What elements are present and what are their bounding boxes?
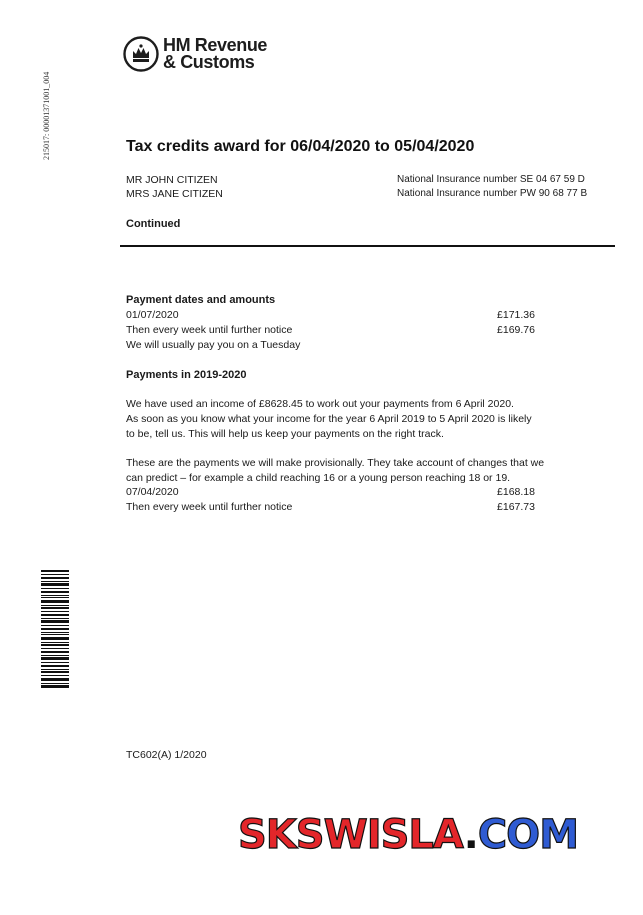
provisional-row-1-amount: £168.18 [497,486,535,498]
payments-para-2-line-2: can predict – for example a child reaching 16 or a young person reaching 18 or 19. [126,472,511,484]
watermark-part-1: SKSWISLA [238,812,464,858]
payments-para-2-line-1: These are the payments we will make provisionally. They take account of changes that we [126,457,545,469]
page-title: Tax credits award for 06/04/2020 to 05/04/2020 [126,138,475,155]
provisional-row-1-label: 07/04/2020 [126,486,179,498]
logo-line-2: & Customs [163,52,255,72]
payment-note: We will usually pay you on a Tuesday [126,339,301,351]
watermark-part-2: COM [477,812,578,858]
hmrc-logo-text [163,37,267,71]
watermark-dot: . [463,812,478,858]
ni-number-2: National Insurance number PW 90 68 77 B [397,188,588,199]
divider-rule [120,245,615,247]
watermark [238,812,578,858]
payments-para-1-line-3: to be, tell us. This will help us keep your payments on the right track. [126,428,444,440]
form-code: TC602(A) 1/2020 [126,749,207,761]
payment-dates-heading: Payment dates and amounts [126,294,276,306]
logo-line-1: HM Revenue [163,35,268,55]
payment-row-2-amount: £169.76 [497,324,535,336]
payment-row-1-amount: £171.36 [497,309,535,321]
ni-number-1: National Insurance number SE 04 67 59 D [397,174,585,185]
crown-crest-icon [123,36,159,72]
payment-row-2-label: Then every week until further notice [126,324,293,336]
recipient-name-2: MRS JANE CITIZEN [126,188,223,200]
side-reference: 215017: 00001371001_004 [42,71,51,160]
payment-row-1-label: 01/07/2020 [126,309,179,321]
recipient-name-1: MR JOHN CITIZEN [126,174,218,186]
barcode-image [41,570,69,688]
provisional-row-2-label: Then every week until further notice [126,501,293,513]
payments-para-1-line-1: We have used an income of £8628.45 to work out your payments from 6 April 2020. [126,398,514,410]
payments-para-1-line-2: As soon as you know what your income for the year 6 April 2019 to 5 April 2020 is likely [126,413,532,425]
payments-year-heading: Payments in 2019-2020 [126,369,247,381]
provisional-row-2-amount: £167.73 [497,501,535,513]
continued-label: Continued [126,218,181,230]
